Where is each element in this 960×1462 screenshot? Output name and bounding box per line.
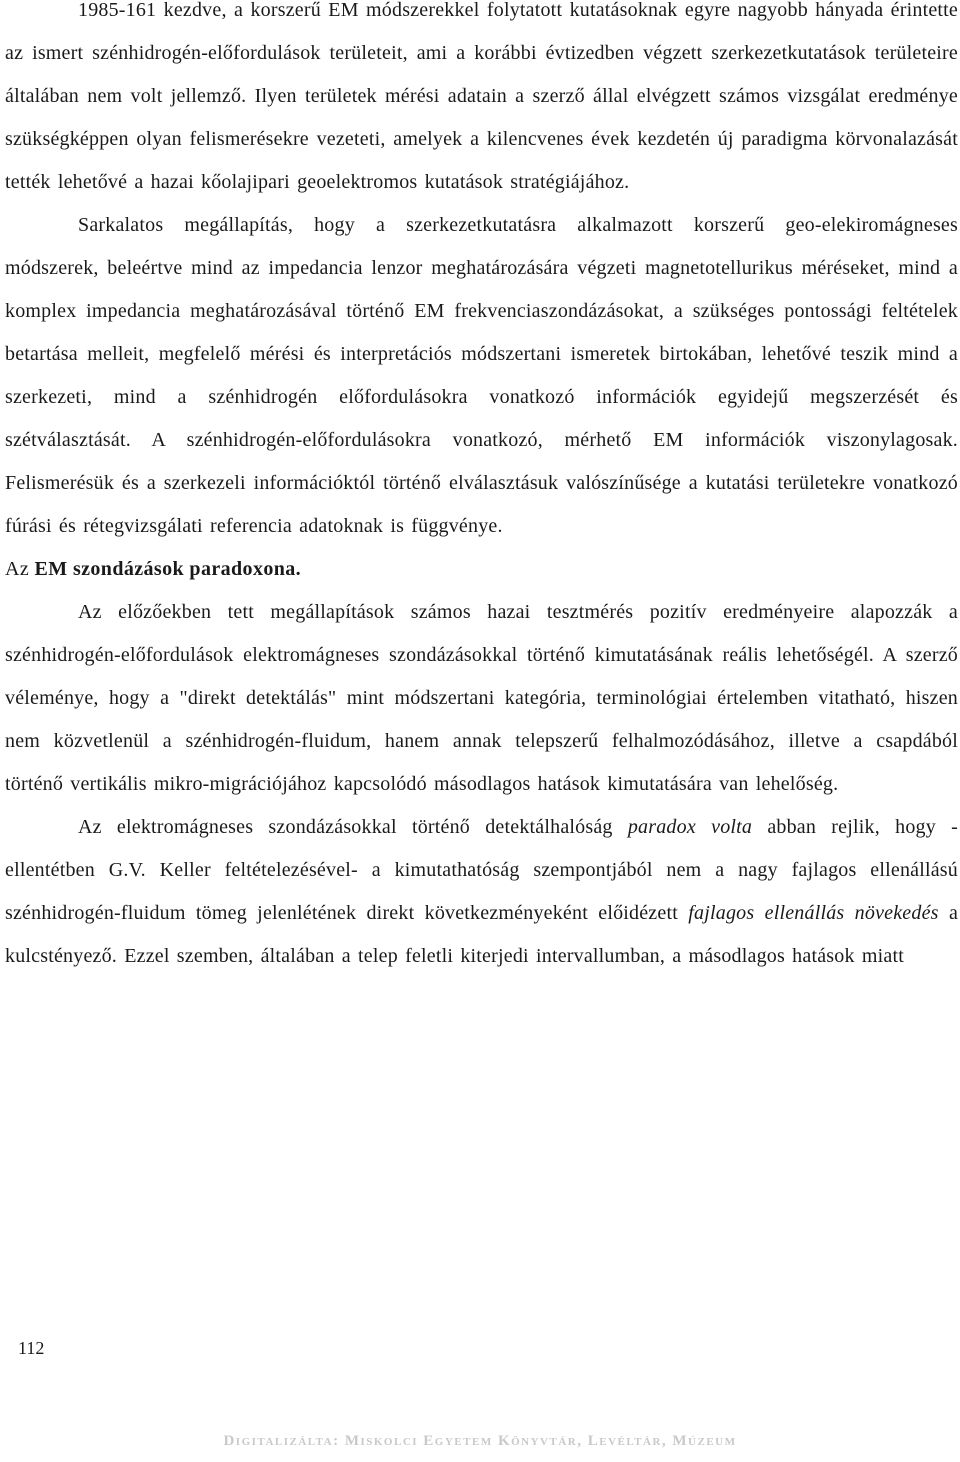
heading-prefix: Az bbox=[5, 558, 30, 580]
paragraph-4-italic-1: paradox volta bbox=[627, 816, 753, 838]
page-number: 112 bbox=[18, 1338, 45, 1358]
document-page bbox=[5, 0, 958, 978]
paragraph-4-part-2: abban rejlik, hogy -ellentétben G.V. Keller feltételezésével- a kimutathatóság szempontjából nem a nagy fajlagos ellenállású szénhidrogén-fluidum tömeg jelenlétének direkt következményeként előidézett bbox=[5, 816, 958, 924]
digitization-footer: Digitalizálta: Miskolci Egyetem Könyvtár, Levéltár, Múzeum bbox=[223, 1433, 737, 1449]
paragraph-1: 1985-161 kezdve, a korszerű EM módszerekkel folytatott kutatásoknak egyre nagyobb hányada érintette az ismert szénhidrogén-előfordulások területeit, ami a korábbi évtizedben végzett szerkezetkutatások területeire általában nem volt jellemző. Ilyen területek mérési adatain a szerző állal elvégzett számos vizsgálat eredménye szükségképpen olyan felismerésekre vezeteti, amelyek a kilencvenes évek kezdetén új paradigma körvonalazását tették lehetővé a hazai kőolajipari geoelektromos kutatások stratégiájához. bbox=[5, 0, 958, 193]
section-heading bbox=[5, 548, 958, 591]
paragraph-4-italic-2: fajlagos ellenállás növekedés bbox=[688, 902, 939, 924]
paragraph-3: Az előzőekben tett megállapítások számos hazai tesztmérés pozitív eredményeire alapozzák a szénhidrogén-előfordulások elektromágneses szondázásokkal történő kimutatásának reális lehetőségél. A szerző véleménye, hogy a "direkt detektálás" mint módszertani kategória, terminológiai értelemben vitatható, hiszen nem közvetlenül a szénhidrogén-fluidum, hanem annak telepszerű felhalmozódásához, illetve a csapdából történő vertikális mikro-migrációjához kapcsolódó másodlagos hatások kimutatására van lehelőség. bbox=[5, 601, 958, 795]
paragraph-4-part-1: Az elektromágneses szondázásokkal történő detektálhalóság bbox=[78, 816, 613, 838]
paragraph-4-part-3: a kulcstényező. Ezzel szemben, általában a telep feletli kiterjedi intervallumban, a másodlagos hatások miatt bbox=[5, 902, 959, 967]
heading-bold: EM szondázások paradoxona. bbox=[34, 558, 302, 580]
paragraph-2: Sarkalatos megállapítás, hogy a szerkezetkutatásra alkalmazott korszerű geo-elekiromágneses módszerek, beleértve mind az impedancia lenzor meghatározására végzeti magnetotellurikus méréseket, mind a komplex impedancia meghatározásával történő EM frekvenciaszondázásokat, a szükséges pontossági feltételek betartása melleit, megfelelő mérési és interpretációs módszertani ismeretek birtokában, lehetővé teszik mind a szerkezeti, mind a szénhidrogén előfordulásokra vonatkozó információk egyidejű megszerzését és szétválasztását. A szénhidrogén-előfordulásokra vonatkozó, mérhető EM információk viszonylagosak. Felismerésük és a szerkezeli információktól történő elválasztásuk valószínűsége a kutatási területekre vonatkozó fúrási és rétegvizsgálati referencia adatoknak is függvénye. bbox=[5, 214, 958, 537]
paragraph-4 bbox=[5, 806, 958, 978]
